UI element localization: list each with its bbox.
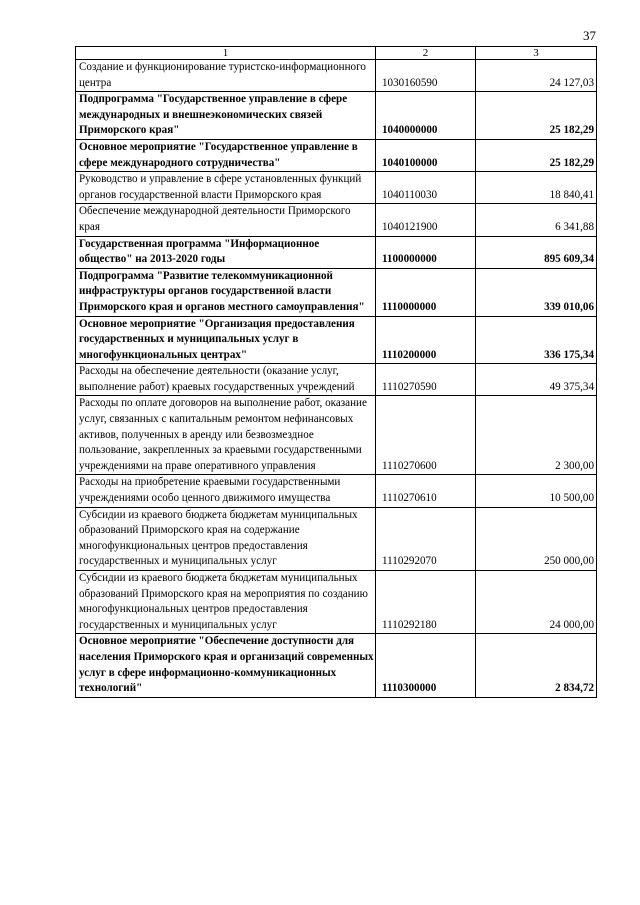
row-code-cell: 1100000000 bbox=[376, 236, 476, 268]
table-row bbox=[76, 507, 597, 570]
table-row bbox=[76, 139, 597, 171]
header-col-1: 1 bbox=[76, 47, 376, 60]
row-amount-cell: 25 182,29 bbox=[476, 139, 597, 171]
table-row bbox=[76, 268, 597, 316]
row-name-cell: Руководство и управление в сфере установленных функций органов государственной власти Приморского края bbox=[76, 172, 376, 204]
row-name-cell: Государственная программа "Информационное общество" на 2013-2020 годы bbox=[76, 236, 376, 268]
row-amount-cell: 895 609,34 bbox=[476, 236, 597, 268]
row-amount-cell: 25 182,29 bbox=[476, 92, 597, 140]
row-code-cell: 1110300000 bbox=[376, 634, 476, 697]
table-row bbox=[76, 236, 597, 268]
row-name-cell: Расходы на обеспечение деятельности (оказание услуг, выполнение работ) краевых государственных учреждений bbox=[76, 364, 376, 396]
row-amount-cell: 2 834,72 bbox=[476, 634, 597, 697]
row-code-cell: 1110270610 bbox=[376, 475, 476, 507]
table-row bbox=[76, 316, 597, 364]
table-row bbox=[76, 204, 597, 236]
row-code-cell: 1040100000 bbox=[376, 139, 476, 171]
table-row bbox=[76, 571, 597, 634]
row-name-cell: Субсидии из краевого бюджета бюджетам муниципальных образований Приморского края на мероприятия по созданию многофункциональных центров предоставления государственных и муниципальных услуг bbox=[76, 571, 376, 634]
row-code-cell: 1110292180 bbox=[376, 571, 476, 634]
table-row bbox=[76, 60, 597, 92]
row-name-cell: Основное мероприятие "Обеспечение доступности для населения Приморского края и организаций современных услуг в сфере информационно-коммуникационных технологий" bbox=[76, 634, 376, 697]
row-name-cell: Обеспечение международной деятельности Приморского края bbox=[76, 204, 376, 236]
row-name-cell: Создание и функционирование туристско-информационного центра bbox=[76, 60, 376, 92]
row-name-cell: Субсидии из краевого бюджета бюджетам муниципальных образований Приморского края на содержание многофункциональных центров предоставления государственных и муниципальных услуг bbox=[76, 507, 376, 570]
row-amount-cell: 250 000,00 bbox=[476, 507, 597, 570]
row-code-cell: 1040121900 bbox=[376, 204, 476, 236]
budget-table bbox=[75, 46, 597, 698]
row-name-cell: Подпрограмма "Развитие телекоммуникационной инфраструктуры органов государственной власти Приморского края и органов местного самоуправления" bbox=[76, 268, 376, 316]
table-row bbox=[76, 634, 597, 697]
row-code-cell: 1110292070 bbox=[376, 507, 476, 570]
header-col-2: 2 bbox=[376, 47, 476, 60]
row-name-cell: Основное мероприятие "Организация предоставления государственных и муниципальных услуг в многофункциональных центрах" bbox=[76, 316, 376, 364]
row-code-cell: 1110200000 bbox=[376, 316, 476, 364]
row-amount-cell: 336 175,34 bbox=[476, 316, 597, 364]
row-code-cell: 1040110030 bbox=[376, 172, 476, 204]
row-amount-cell: 24 000,00 bbox=[476, 571, 597, 634]
row-amount-cell: 24 127,03 bbox=[476, 60, 597, 92]
row-name-cell: Расходы по оплате договоров на выполнение работ, оказание услуг, связанных с капитальным ремонтом нефинансовых активов, полученных в аренду или безвозмездное пользование, закрепленных за краевыми государственными учреждениями на праве оперативного управления bbox=[76, 396, 376, 475]
row-amount-cell: 18 840,41 bbox=[476, 172, 597, 204]
row-code-cell: 1110270590 bbox=[376, 364, 476, 396]
row-code-cell: 1110270600 bbox=[376, 396, 476, 475]
row-code-cell: 1030160590 bbox=[376, 60, 476, 92]
row-code-cell: 1110000000 bbox=[376, 268, 476, 316]
page-number: 37 bbox=[583, 28, 596, 43]
row-code-cell: 1040000000 bbox=[376, 92, 476, 140]
row-name-cell: Расходы на приобретение краевыми государственными учреждениями особо ценного движимого имущества bbox=[76, 475, 376, 507]
table-row bbox=[76, 396, 597, 475]
table-row bbox=[76, 364, 597, 396]
table-row bbox=[76, 172, 597, 204]
header-col-3: 3 bbox=[476, 47, 597, 60]
table-body bbox=[76, 47, 597, 698]
row-amount-cell: 49 375,34 bbox=[476, 364, 597, 396]
row-amount-cell: 2 300,00 bbox=[476, 396, 597, 475]
row-amount-cell: 10 500,00 bbox=[476, 475, 597, 507]
table-row bbox=[76, 475, 597, 507]
row-amount-cell: 6 341,88 bbox=[476, 204, 597, 236]
table-row bbox=[76, 92, 597, 140]
row-name-cell: Основное мероприятие "Государственное управление в сфере международного сотрудничества" bbox=[76, 139, 376, 171]
table-header-row bbox=[76, 47, 597, 60]
row-amount-cell: 339 010,06 bbox=[476, 268, 597, 316]
row-name-cell: Подпрограмма "Государственное управление в сфере международных и внешнеэкономических связей Приморского края" bbox=[76, 92, 376, 140]
